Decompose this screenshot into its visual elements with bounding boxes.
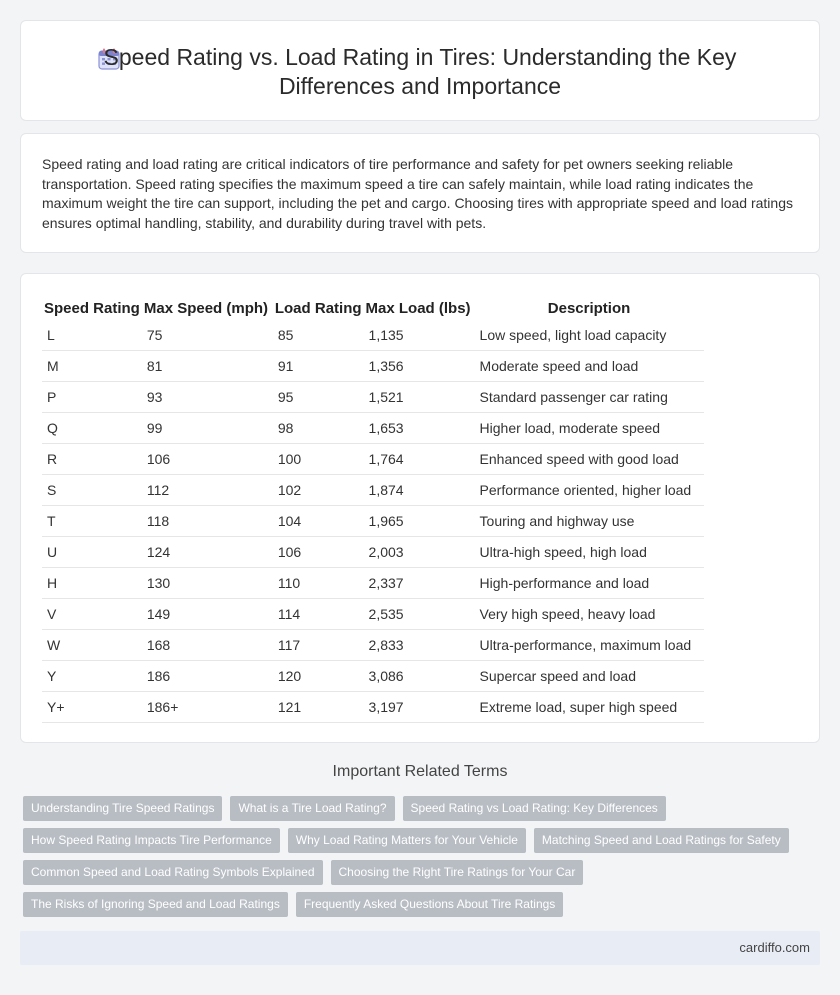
footer xyxy=(20,931,820,965)
table-cell: V xyxy=(42,599,142,630)
tag-what-is-load-rating[interactable]: What is a Tire Load Rating? xyxy=(230,796,394,821)
tag-row xyxy=(23,796,813,828)
table-cell: Ultra-performance, maximum load xyxy=(475,630,704,661)
table-cell: Ultra-high speed, high load xyxy=(475,537,704,568)
table-row xyxy=(42,382,704,413)
table-cell: 168 xyxy=(142,630,273,661)
page-title: Speed Rating vs. Load Rating in Tires: Understanding the Key Differences and Importance xyxy=(103,44,737,99)
table-cell: 98 xyxy=(273,413,364,444)
table-cell: 100 xyxy=(273,444,364,475)
table-cell: 1,965 xyxy=(364,506,475,537)
table-cell: 118 xyxy=(142,506,273,537)
table-cell: U xyxy=(42,537,142,568)
tag-row xyxy=(23,828,813,860)
table-cell: S xyxy=(42,475,142,506)
ratings-table xyxy=(42,296,704,723)
column-header-max-load: Max Load (lbs) xyxy=(365,299,471,317)
tag-matching-ratings-safety[interactable]: Matching Speed and Load Ratings for Safety xyxy=(534,828,789,853)
table-cell: T xyxy=(42,506,142,537)
table-cell: 149 xyxy=(142,599,273,630)
table-cell: 2,535 xyxy=(364,599,475,630)
related-terms-list xyxy=(23,796,813,924)
table-row xyxy=(42,599,704,630)
tag-choosing-ratings[interactable]: Choosing the Right Tire Ratings for Your Car xyxy=(331,860,584,885)
tag-speed-rating-performance[interactable]: How Speed Rating Impacts Tire Performance xyxy=(23,828,280,853)
table-cell: Enhanced speed with good load xyxy=(475,444,704,475)
table-cell: 3,086 xyxy=(364,661,475,692)
table-cell: 2,003 xyxy=(364,537,475,568)
table-cell: 117 xyxy=(273,630,364,661)
table-row xyxy=(42,444,704,475)
table-cell: W xyxy=(42,630,142,661)
table-cell: Low speed, light load capacity xyxy=(475,320,704,351)
table-row xyxy=(42,351,704,382)
table-header-row xyxy=(42,296,704,320)
table-cell: Touring and highway use xyxy=(475,506,704,537)
table-row xyxy=(42,475,704,506)
tag-rating-symbols[interactable]: Common Speed and Load Rating Symbols Explained xyxy=(23,860,323,885)
table-cell: Standard passenger car rating xyxy=(475,382,704,413)
related-terms-heading: Important Related Terms xyxy=(332,763,508,780)
table-cell: 2,337 xyxy=(364,568,475,599)
table-cell: M xyxy=(42,351,142,382)
table-cell: 120 xyxy=(273,661,364,692)
intro-card xyxy=(20,133,820,253)
table-cell: 99 xyxy=(142,413,273,444)
tag-risks-ignoring-ratings[interactable]: The Risks of Ignoring Speed and Load Ratings xyxy=(23,892,288,917)
table-cell: High-performance and load xyxy=(475,568,704,599)
table-cell: 106 xyxy=(273,537,364,568)
table-cell: Very high speed, heavy load xyxy=(475,599,704,630)
table-row xyxy=(42,320,704,351)
table-cell: 124 xyxy=(142,537,273,568)
table-cell: 81 xyxy=(142,351,273,382)
column-header-speed-rating: Speed Rating xyxy=(44,299,140,317)
tag-row xyxy=(23,892,813,924)
table-cell: R xyxy=(42,444,142,475)
column-header-description: Description xyxy=(547,299,631,317)
table-cell: 1,653 xyxy=(364,413,475,444)
table-cell: Extreme load, super high speed xyxy=(475,692,704,723)
table-row xyxy=(42,568,704,599)
table-cell: Performance oriented, higher load xyxy=(475,475,704,506)
table-cell: P xyxy=(42,382,142,413)
table-cell: 112 xyxy=(142,475,273,506)
table-cell: 75 xyxy=(142,320,273,351)
table-cell: L xyxy=(42,320,142,351)
table-row xyxy=(42,413,704,444)
table-cell: Y+ xyxy=(42,692,142,723)
footer-site-name[interactable]: cardiffo.com xyxy=(739,940,810,955)
table-row xyxy=(42,506,704,537)
table-cell: 1,874 xyxy=(364,475,475,506)
table-cell: 106 xyxy=(142,444,273,475)
tag-load-rating-matters[interactable]: Why Load Rating Matters for Your Vehicle xyxy=(288,828,526,853)
table-cell: 85 xyxy=(273,320,364,351)
intro-paragraph: Speed rating and load rating are critical indicators of tire performance and safety for pet owners seeking reliable transportation. Speed rating specifies the maximum speed a tire can safely maintain, while load rating indicates the maximum weight the tire can support, including the pet and cargo. Choosing tires with appropriate speed and load ratings ensures optimal handling, stability, and durability during travel with pets. xyxy=(42,156,793,231)
tag-key-differences[interactable]: Speed Rating vs Load Rating: Key Differences xyxy=(403,796,666,821)
table-cell: Moderate speed and load xyxy=(475,351,704,382)
table-cell: 1,521 xyxy=(364,382,475,413)
table-row xyxy=(42,630,704,661)
table-cell: 186 xyxy=(142,661,273,692)
table-cell: 1,135 xyxy=(364,320,475,351)
table-cell: 1,356 xyxy=(364,351,475,382)
table-row xyxy=(42,692,704,723)
table-cell: 2,833 xyxy=(364,630,475,661)
table-cell: H xyxy=(42,568,142,599)
header-card xyxy=(20,20,820,121)
table-cell: Higher load, moderate speed xyxy=(475,413,704,444)
tag-row xyxy=(23,860,813,892)
table-row xyxy=(42,661,704,692)
table-cell: 110 xyxy=(273,568,364,599)
table-cell: 91 xyxy=(273,351,364,382)
column-header-load-rating: Load Rating xyxy=(274,299,362,317)
table-cell: 93 xyxy=(142,382,273,413)
table-cell: 104 xyxy=(273,506,364,537)
table-cell: 130 xyxy=(142,568,273,599)
table-cell: 102 xyxy=(273,475,364,506)
table-cell: 3,197 xyxy=(364,692,475,723)
table-cell: 121 xyxy=(273,692,364,723)
table-cell: Supercar speed and load xyxy=(475,661,704,692)
table-cell: 95 xyxy=(273,382,364,413)
tag-faq-tire-ratings[interactable]: Frequently Asked Questions About Tire Ratings xyxy=(296,892,563,917)
tag-understanding-speed-ratings[interactable]: Understanding Tire Speed Ratings xyxy=(23,796,222,821)
table-cell: Q xyxy=(42,413,142,444)
table-cell: Y xyxy=(42,661,142,692)
column-header-max-speed: Max Speed (mph) xyxy=(143,299,269,317)
table-cell: 1,764 xyxy=(364,444,475,475)
table-cell: 186+ xyxy=(142,692,273,723)
table-card xyxy=(20,273,820,743)
table-row xyxy=(42,537,704,568)
table-cell: 114 xyxy=(273,599,364,630)
